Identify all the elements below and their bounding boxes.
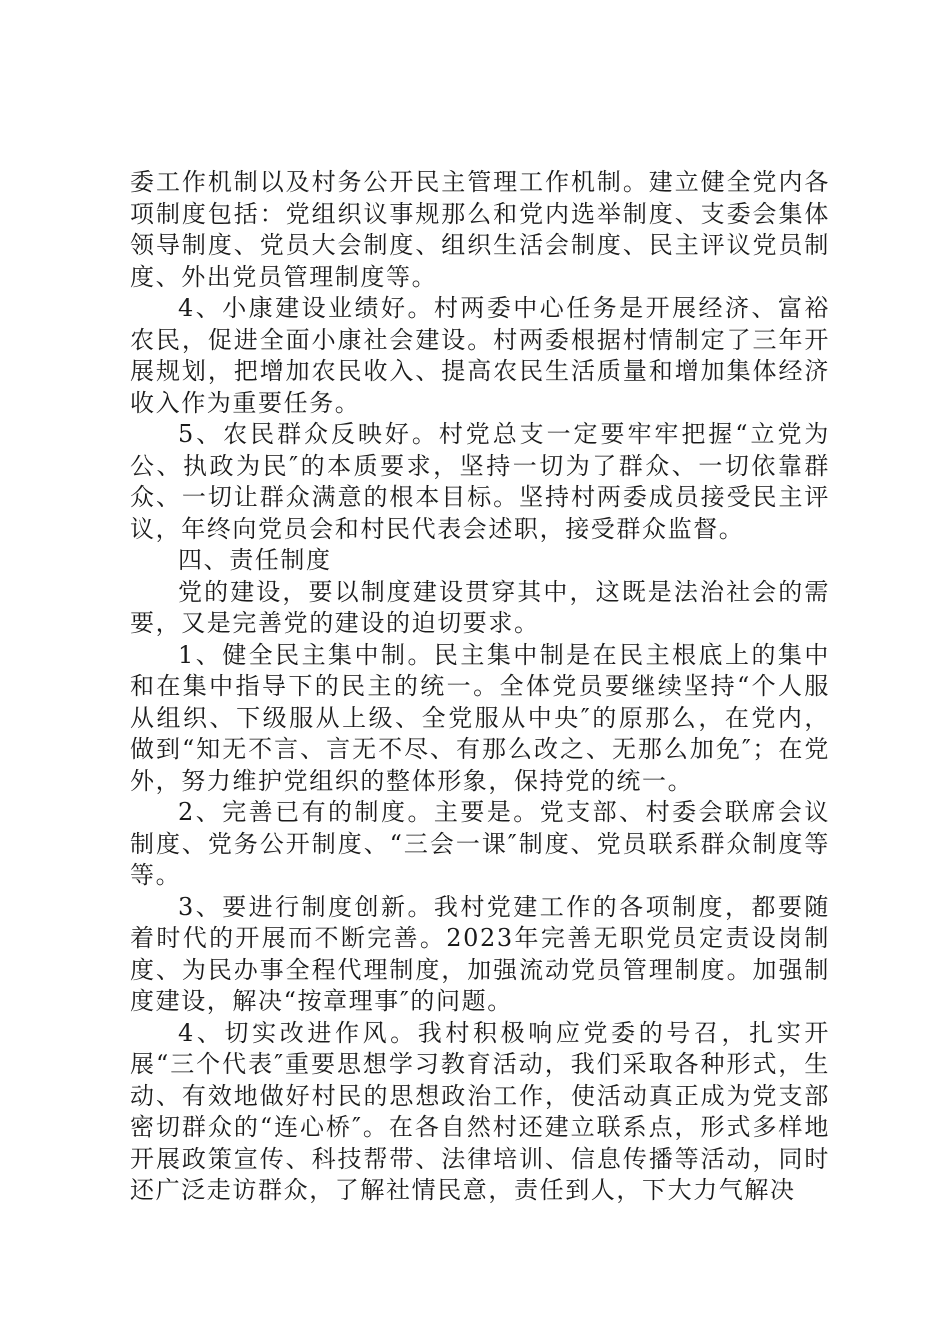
paragraph-5: 党的建设，要以制度建设贯穿其中，这既是法治社会的需要，又是完善党的建设的迫切要求。 bbox=[130, 577, 830, 637]
section-heading: 四、责任制度 bbox=[178, 546, 332, 574]
paragraph-8: 3、要进行制度创新。我村党建工作的各项制度，都要随着时代的开展而不断完善。2023年完善无职党员定责设岗制度、为民办事全程代理制度，加强流动党员管理制度。加强制度建设，解决“按章理事″的问题。 bbox=[130, 892, 830, 1015]
paragraph-3: 5、农民群众反映好。村党总支一定要牢牢把握“立党为公、执政为民″的本质要求，坚持一切为了群众、一切依靠群众、一切让群众满意的根本目标。坚持村两委成员接受民主评议，年终向党员会和村民代表会述职，接受群众监督。 bbox=[130, 420, 830, 543]
paragraph-6: 1、健全民主集中制。民主集中制是在民主根底上的集中和在集中指导下的民主的统一。全体党员要继续坚持“个人服从组织、下级服从上级、全党服从中央″的原那么，在党内，做到“知无不言、言无不尽、有那么改之、无那么加免″；在党外，努力维护党组织的整体形象，保持党的统一。 bbox=[130, 640, 830, 795]
document-page bbox=[130, 167, 830, 1207]
paragraph-1: 委工作机制以及村务公开民主管理工作机制。建立健全党内各项制度包括：党组织议事规那么和党内选举制度、支委会集体领导制度、党员大会制度、组织生活会制度、民主评议党员制度、外出党员管理制度等。 bbox=[130, 168, 830, 291]
paragraph-7: 2、完善已有的制度。主要是。党支部、村委会联席会议制度、党务公开制度、“三会一课″制度、党员联系群众制度等等。 bbox=[130, 798, 830, 889]
paragraph-2: 4、小康建设业绩好。村两委中心任务是开展经济、富裕农民，促进全面小康社会建设。村两委根据村情制定了三年开展规划，把增加农民收入、提高农民生活质量和增加集体经济收入作为重要任务。 bbox=[130, 294, 830, 417]
paragraph-9: 4、切实改进作风。我村积极响应党委的号召，扎实开展“三个代表″重要思想学习教育活动，我们采取各种形式，生动、有效地做好村民的思想政治工作，使活动真正成为党支部密切群众的“连心桥″。在各自然村还建立联系点，形式多样地开展政策宣传、科技帮带、法律培训、信息传播等活动，同时还广泛走访群众，了解社情民意，责任到人，下大力气解决 bbox=[130, 1018, 830, 1204]
